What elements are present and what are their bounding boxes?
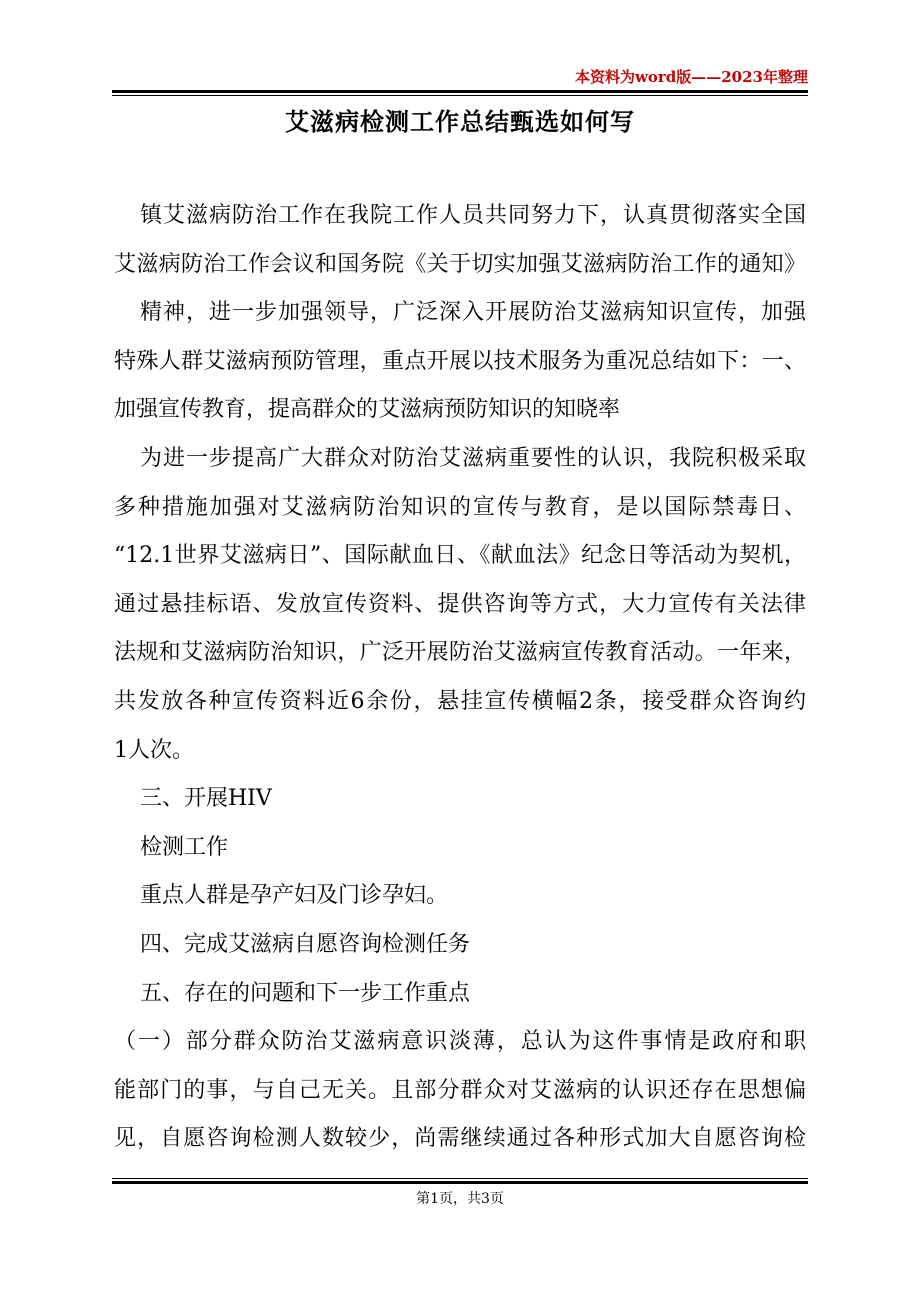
footer-rule-thin [112, 1178, 808, 1179]
body-line: 共发放各种宣传资料近6余份，悬挂宣传横幅2条，接受群众咨询约 [114, 688, 806, 714]
body-line: 重点人群是孕产妇及门诊孕妇。 [140, 883, 449, 909]
body-line: 能部门的事，与自己无关。且部分群众对艾滋病的认识还存在思想偏 [114, 1077, 806, 1103]
body-line: （一）部分群众防治艾滋病意识淡薄，总认为这件事情是政府和职 [114, 1029, 806, 1055]
section-heading: 三、开展HIV [140, 786, 272, 812]
section-heading: 四、完成艾滋病自愿咨询检测任务 [140, 931, 471, 957]
body-line: 见，自愿咨询检测人数较少，尚需继续通过各种形式加大自愿咨询检 [114, 1126, 806, 1152]
header-note: 本资料为word版——2023年整理 [574, 68, 808, 86]
document-body [114, 192, 806, 1164]
body-line: 镇艾滋病防治工作在我院工作人员共同努力下，认真贯彻落实全国 [140, 203, 806, 228]
body-line: 法规和艾滋病防治知识，广泛开展防治艾滋病宣传教育活动。一年来， [114, 640, 806, 666]
body-line: 多种措施加强对艾滋病防治知识的宣传与教育，是以国际禁毒日、 [114, 494, 806, 520]
body-line: 为进一步提高广大群众对防治艾滋病重要性的认识，我院积极采取 [140, 445, 806, 471]
section-heading: 五、存在的问题和下一步工作重点 [140, 980, 471, 1006]
body-line: 艾滋病防治工作会议和国务院《关于切实加强艾滋病防治工作的通知》 [114, 251, 806, 277]
header-rule-thick [112, 90, 808, 93]
body-line: 加强宣传教育，提高群众的艾滋病预防知识的知晓率 [114, 397, 621, 423]
body-line: 检测工作 [140, 834, 229, 860]
body-line: 通过悬挂标语、发放宣传资料、提供咨询等方式，大力宣传有关法律 [114, 591, 806, 617]
body-line: “12.1世界艾滋病日”、国际献血日、《献血法》纪念日等活动为契机， [114, 543, 806, 569]
body-line: 特殊人群艾滋病预防管理，重点开展以技术服务为重况总结如下：一、 [114, 348, 806, 374]
body-line: 精神，进一步加强领导，广泛深入开展防治艾滋病知识宣传，加强 [140, 300, 806, 326]
footer-rule-thick [112, 1181, 808, 1184]
document-title: 艾滋病检测工作总结甄选如何写 [285, 107, 635, 136]
header-rule-thin [112, 95, 808, 96]
body-line: 1人次。 [114, 737, 194, 763]
page-number: 第1页，共3页 [416, 1191, 504, 1207]
